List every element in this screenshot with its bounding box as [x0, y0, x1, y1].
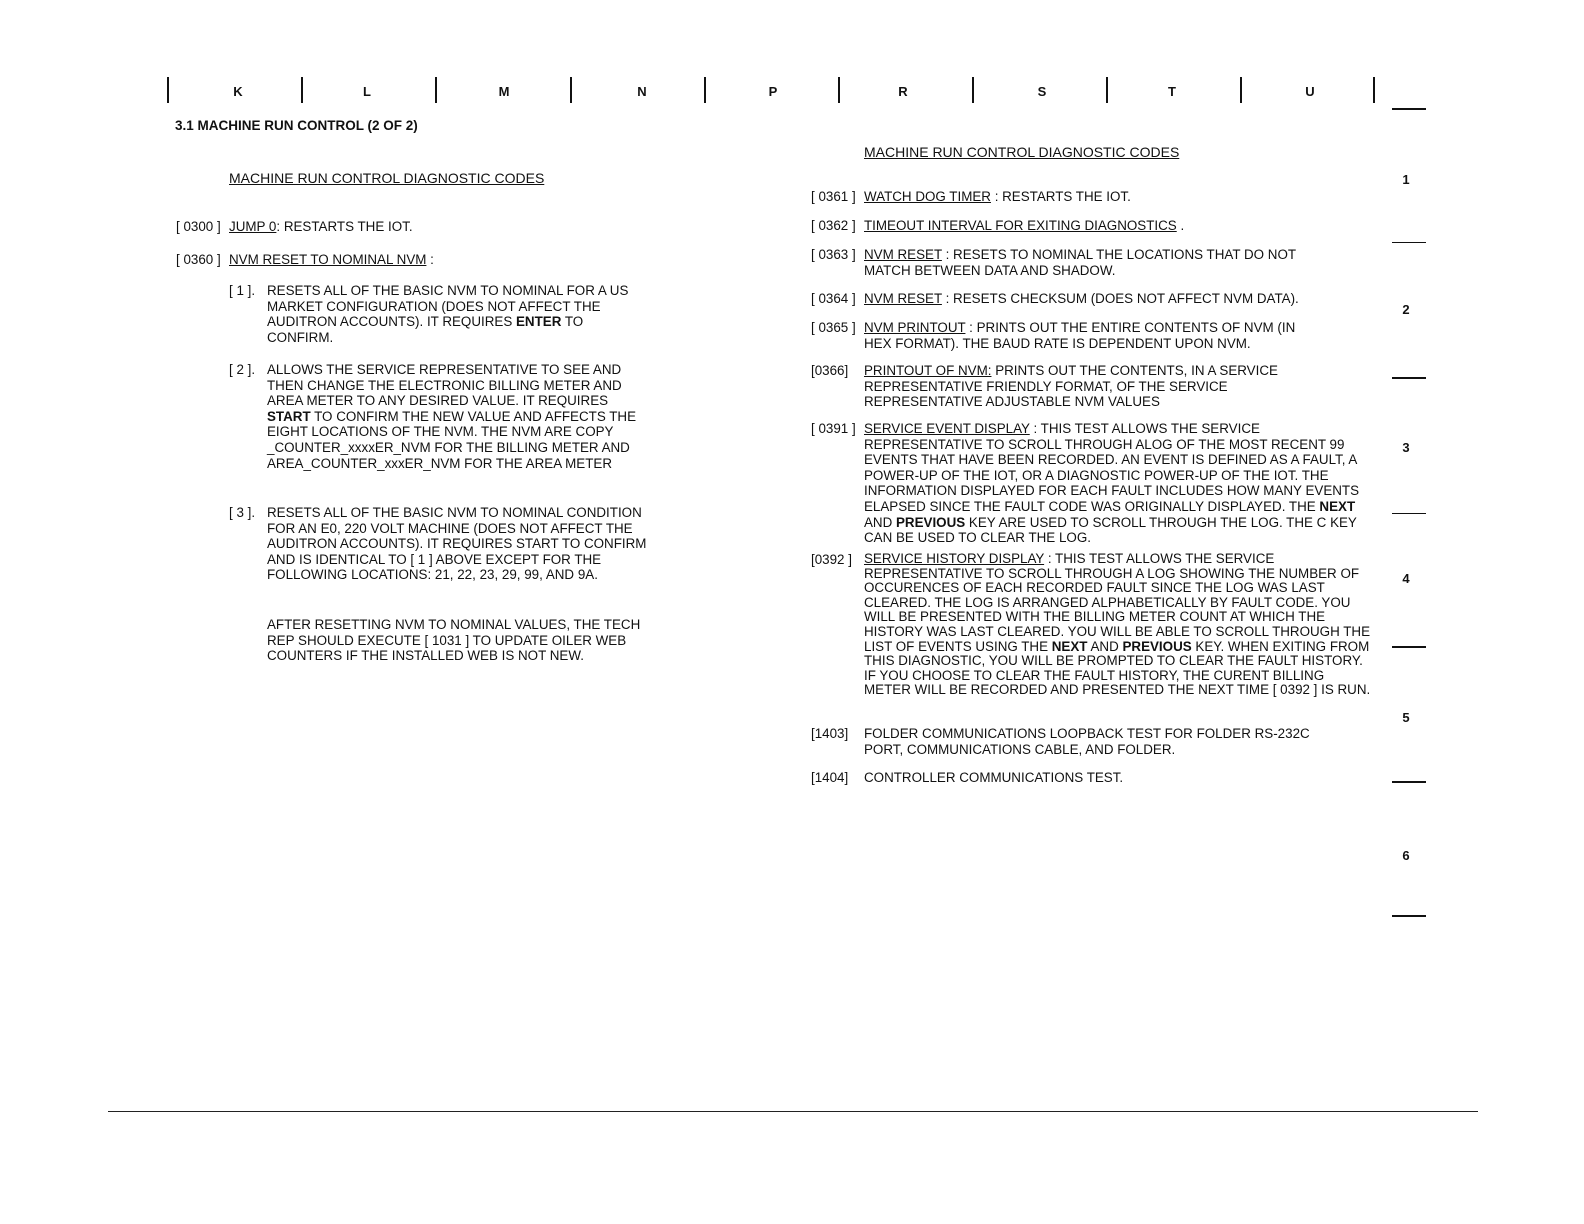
- code-name: NVM RESET TO NOMINAL NVM: [229, 252, 427, 267]
- code-name: JUMP 0: [229, 219, 277, 234]
- code-desc: : RESTARTS THE IOT.: [276, 219, 413, 234]
- code-name: WATCH DOG TIMER: [864, 189, 991, 204]
- item-text: RESETS ALL OF THE BASIC NVM TO NOMINAL FOR A US MARKET CONFIGURATION (DOES NOT AFFECT THE AUDITRON ACCOUNTS). IT REQUIRES ENTER TO CONFIRM.: [267, 283, 629, 345]
- row-tick: [1392, 513, 1426, 514]
- code-number: [ 0364 ]: [811, 291, 856, 306]
- row-tick: [1392, 108, 1426, 110]
- code-desc: : PRINTS OUT THE ENTIRE CONTENTS OF NVM (IN HEX FORMAT). THE BAUD RATE IS DEPENDENT UPON NVM.: [864, 320, 1296, 351]
- grid-separator: [1240, 77, 1242, 103]
- code-name: NVM RESET: [864, 247, 942, 262]
- code-desc: CONTROLLER COMMUNICATIONS TEST.: [864, 770, 1124, 785]
- item-number: [ 1 ].: [229, 283, 256, 298]
- row-number-6: 6: [1402, 848, 1410, 863]
- code-number: [ 0363 ]: [811, 247, 856, 262]
- code-number: [ 0362 ]: [811, 218, 856, 233]
- code-name: NVM RESET: [864, 291, 942, 306]
- grid-separator: [167, 77, 169, 103]
- grid-separator: [570, 77, 572, 103]
- item-text: RESETS ALL OF THE BASIC NVM TO NOMINAL CONDITION FOR AN E0, 220 VOLT MACHINE (DOES NOT AFFECT THE AUDITRON ACCOUNTS). IT REQUIRES START TO CONFIRM AND IS IDENTICAL TO [ 1 ] ABOVE EXCEPT FOR THE FOLLOWING LOCATIONS: 21, 22, 23, 29, 99, AND 9A.: [267, 505, 647, 583]
- code-desc: : RESETS TO NOMINAL THE LOCATIONS THAT DO NOT MATCH BETWEEN DATA AND SHADOW.: [864, 247, 1296, 278]
- section-title: 3.1 MACHINE RUN CONTROL (2 OF 2): [175, 118, 418, 133]
- code-number: [ 0300 ]: [176, 219, 221, 234]
- row-number-2: 2: [1402, 302, 1410, 317]
- grid-separator: [1106, 77, 1108, 103]
- grid-letter-l: L: [363, 84, 371, 99]
- row-tick: [1392, 646, 1426, 648]
- grid-letter-k: K: [233, 84, 243, 99]
- code-text: SERVICE HISTORY DISPLAY : THIS TEST ALLOWS THE SERVICE REPRESENTATIVE TO SCROLL THROUGH A LOG SHOWING THE NUMBER OF OCCURENCES OF EACH RECORDED FAULT SINCE THE LOG WAS LAST CLEARED. THE LOG IS ARRANGED ALPHABETICALLY BY FAULT CODE. YOU WILL BE PRESENTED WITH THE BILLING METER COUNT AT WHICH THE HISTORY WAS LAST CLEARED. YOU WILL BE ABLE TO SCROLL THROUGH THE LIST OF EVENTS USING THE NEXT AND PREVIOUS KEY. WHEN EXITING FROM THIS DIAGNOSTIC, YOU WILL BE PROMPTED TO CLEAR THE FAULT HISTORY. IF YOU CHOOSE TO CLEAR THE FAULT HISTORY, THE CURENT BILLING METER WILL BE RECORDED AND PRESENTED THE NEXT TIME [ 0392 ] IS RUN.: [864, 551, 1371, 698]
- code-number: [ 0365 ]: [811, 320, 856, 335]
- code-number: [ 0391 ]: [811, 421, 856, 436]
- code-number: [1403]: [811, 726, 849, 741]
- row-number-1: 1: [1402, 172, 1410, 187]
- row-number-5: 5: [1402, 710, 1410, 725]
- grid-separator: [301, 77, 303, 103]
- grid-separator: [972, 77, 974, 103]
- page-bottom-rule: [108, 1111, 1478, 1112]
- code-number: [ 0361 ]: [811, 189, 856, 204]
- row-number-3: 3: [1402, 440, 1410, 455]
- code-number: [0366]: [811, 363, 849, 378]
- grid-letter-p: P: [768, 84, 778, 99]
- grid-separator: [838, 77, 840, 103]
- code-desc: : RESTARTS THE IOT.: [990, 189, 1131, 204]
- code-name: TIMEOUT INTERVAL FOR EXITING DIAGNOSTICS: [864, 218, 1177, 233]
- item-number: [ 3 ].: [229, 505, 256, 520]
- grid-letter-n: N: [637, 84, 647, 99]
- row-tick: [1392, 781, 1426, 783]
- row-tick: [1392, 915, 1426, 917]
- grid-letter-t: T: [1168, 84, 1176, 99]
- code-desc: FOLDER COMMUNICATIONS LOOPBACK TEST FOR FOLDER RS-232C PORT, COMMUNICATIONS CABLE, AND FOLDER.: [864, 726, 1310, 757]
- code-desc: :: [426, 252, 434, 267]
- code-text: SERVICE EVENT DISPLAY : THIS TEST ALLOWS THE SERVICE REPRESENTATIVE TO SCROLL THROUGH ALOG OF THE MOST RECENT 99 EVENTS THAT HAVE BEEN RECORDED. AN EVENT IS DEFINED AS A FAULT, A POWER-UP OF THE IOT, OR A DIAGNOSTIC POWER-UP OF THE IOT. THE INFORMATION DISPLAYED FOR EACH FAULT INCLUDES HOW MANY EVENTS ELAPSED SINCE THE FAULT CODE WAS ORIGINALLY DISPLAYED. THE NEXT AND PREVIOUS KEY ARE USED TO SCROLL THROUGH THE LOG. THE C KEY CAN BE USED TO CLEAR THE LOG.: [864, 421, 1360, 546]
- after-reset-note: AFTER RESETTING NVM TO NOMINAL VALUES, THE TECH REP SHOULD EXECUTE [ 1031 ] TO UPDATE OILER WEB COUNTERS IF THE INSTALLED WEB IS NOT NEW.: [267, 617, 641, 664]
- grid-letter-s: S: [1037, 84, 1047, 99]
- code-desc: PRINTS OUT THE CONTENTS, IN A SERVICE REPRESENTATIVE FRIENDLY FORMAT, OF THE SERVICE REPRESENTATIVE ADJUSTABLE NVM VALUES: [864, 363, 1278, 410]
- code-desc: .: [1176, 218, 1185, 233]
- item-text: ALLOWS THE SERVICE REPRESENTATIVE TO SEE AND THEN CHANGE THE ELECTRONIC BILLING METER AND AREA METER TO ANY DESIRED VALUE. IT REQUIRES START TO CONFIRM THE NEW VALUE AND AFFECTS THE EIGHT LOCATIONS OF THE NVM. THE NVM ARE COPY _COUNTER_xxxxER_NVM FOR THE BILLING METER AND AREA_COUNTER_xxxER_NVM FOR THE AREA METER: [267, 362, 637, 471]
- code-number: [ 0360 ]: [176, 252, 221, 267]
- code-desc: : RESETS CHECKSUM (DOES NOT AFFECT NVM DATA).: [941, 291, 1299, 306]
- code-name: SERVICE HISTORY DISPLAY: [864, 551, 1045, 566]
- code-number: [0392 ]: [811, 552, 852, 567]
- left-heading: MACHINE RUN CONTROL DIAGNOSTIC CODES: [229, 170, 545, 186]
- row-number-4: 4: [1402, 571, 1410, 586]
- grid-letter-r: R: [898, 84, 908, 99]
- grid-separator: [704, 77, 706, 103]
- row-tick: [1392, 377, 1426, 379]
- code-name: SERVICE EVENT DISPLAY: [864, 421, 1030, 436]
- code-name: NVM PRINTOUT: [864, 320, 966, 335]
- right-heading: MACHINE RUN CONTROL DIAGNOSTIC CODES: [864, 144, 1180, 160]
- grid-separator: [435, 77, 437, 103]
- item-number: [ 2 ].: [229, 362, 256, 377]
- grid-letter-u: U: [1305, 84, 1315, 99]
- grid-separator: [1373, 77, 1375, 103]
- code-number: [1404]: [811, 770, 849, 785]
- row-tick: [1392, 242, 1426, 243]
- code-name: PRINTOUT OF NVM:: [864, 363, 992, 378]
- grid-letter-m: M: [498, 84, 510, 99]
